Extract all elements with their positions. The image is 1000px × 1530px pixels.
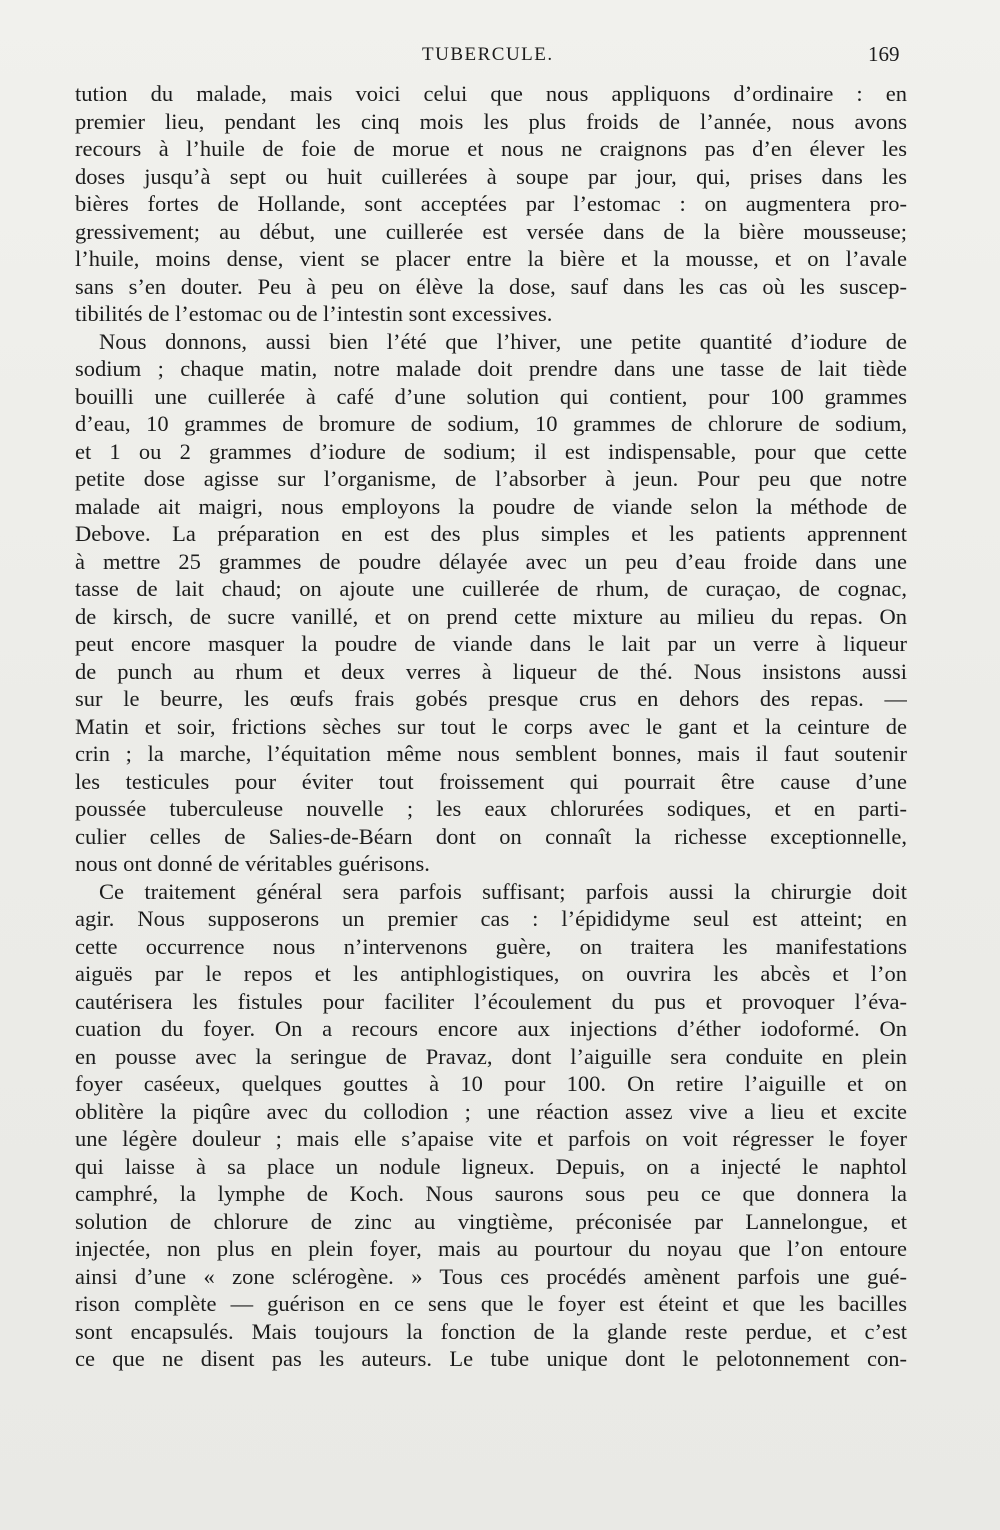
text-line: Ce traitement général sera parfois suffisant; parfois aussi la chirurgie doit: [99, 878, 907, 904]
text-line: cuation du foyer. On a recours encore aux injections d’éther iodoformé. On: [75, 1016, 907, 1041]
text-line: de punch au rhum et deux verres à liqueur de thé. Nous insistons aussi: [75, 658, 907, 684]
text-line: camphré, la lymphe de Koch. Nous saurons sous peu ce que donnera la: [75, 1181, 907, 1206]
text-line: rison complète — guérison en ce sens que le foyer est éteint et que les bacilles: [75, 1291, 907, 1316]
text-line: et 1 ou 2 grammes d’iodure de sodium; il est indispensable, pour que cette: [75, 438, 907, 464]
text-line: oblitère la piqûre avec du collodion ; une réaction assez vive a lieu et excite: [75, 1098, 907, 1124]
text-line: en pousse avec la seringue de Pravaz, dont l’aiguille sera conduite en plein: [75, 1043, 907, 1069]
text-line: agir. Nous supposerons un premier cas : l’épididyme seul est atteint; en: [75, 906, 907, 931]
text-line: bouilli une cuillerée à café d’une solution qui contient, pour 100 grammes: [75, 383, 907, 409]
text-line: de kirsch, de sucre vanillé, et on prend cette mixture au milieu du repas. On: [75, 603, 907, 629]
text-line: cautérisera les fistules pour faciliter l’écoulement du pus et provoquer l’éva-: [75, 988, 907, 1014]
text-line: solution de chlorure de zinc au vingtième, préconisée par Lannelongue, et: [75, 1208, 907, 1234]
text-line: doses jusqu’à sept ou huit cuillerées à soupe par jour, qui, prises dans les: [75, 163, 907, 189]
text-line: crin ; la marche, l’équitation même nous semblent bonnes, mais il faut soutenir: [75, 741, 907, 766]
text-line: aiguës par le repos et les antiphlogistiques, on ouvrira les abcès et l’on: [75, 961, 907, 986]
text-line: tasse de lait chaud; on ajoute une cuillerée de rhum, de curaçao, de cognac,: [75, 576, 907, 601]
page-number: 169: [868, 42, 900, 66]
body-text: [75, 80, 907, 1373]
text-line: Debove. La préparation en est des plus simples et les patients apprennent: [75, 521, 907, 546]
paragraph: [75, 878, 907, 1373]
text-line: l’huile, moins dense, vient se placer entre la bière et la mousse, et on l’avale: [75, 246, 907, 271]
text-line: poussée tuberculeuse nouvelle ; les eaux chlorurées sodiques, et en parti-: [75, 796, 907, 821]
text-line: sur le beurre, les œufs frais gobés presque crus en dehors des repas. —: [75, 686, 907, 711]
text-line: d’eau, 10 grammes de bromure de sodium, 10 grammes de chlorure de sodium,: [75, 411, 907, 436]
text-line: recours à l’huile de foie de morue et nous ne craignons pas d’en élever les: [75, 136, 907, 161]
text-line: nous ont donné de véritables guérisons.: [75, 851, 430, 876]
text-line: malade ait maigri, nous employons la poudre de viande selon la méthode de: [75, 493, 907, 519]
text-line: bières fortes de Hollande, sont acceptées par l’estomac : on augmentera pro-: [75, 191, 907, 216]
text-line: gressivement; au début, une cuillerée est versée dans de la bière mousseuse;: [75, 218, 907, 244]
text-line: injectée, non plus en plein foyer, mais au pourtour du noyau que l’on entoure: [75, 1236, 907, 1261]
text-line: Nous donnons, aussi bien l’été que l’hiver, une petite quantité d’iodure de: [99, 328, 907, 354]
text-line: foyer caséeux, quelques gouttes à 10 pour 100. On retire l’aiguille et on: [75, 1071, 907, 1096]
text-line: culier celles de Salies-de-Béarn dont on connaît la richesse exceptionnelle,: [75, 823, 907, 849]
text-line: premier lieu, pendant les cinq mois les plus froids de l’année, nous avons: [75, 108, 907, 134]
text-line: sont encapsulés. Mais toujours la fonction de la glande reste perdue, et c’est: [75, 1318, 907, 1344]
text-line: Matin et soir, frictions sèches sur tout le corps avec le gant et la ceinture de: [75, 713, 907, 739]
text-line: cette occurrence nous n’intervenons guère, on traitera les manifestations: [75, 933, 907, 959]
paragraph: [75, 80, 907, 328]
text-line: tution du malade, mais voici celui que nous appliquons d’ordinaire : en: [75, 81, 907, 106]
text-line: les testicules pour éviter tout froissement qui pourrait être cause d’une: [75, 768, 907, 794]
text-line: qui laisse à sa place un nodule ligneux. Depuis, on a injecté le naphtol: [75, 1153, 907, 1179]
running-head: [0, 40, 1000, 70]
text-line: tibilités de l’estomac ou de l’intestin sont excessives.: [75, 301, 553, 326]
text-line: petite dose agisse sur l’organisme, de l’absorber à jeun. Pour peu que notre: [75, 466, 907, 491]
text-line: une légère douleur ; mais elle s’apaise vite et parfois on voit régresser le foyer: [75, 1126, 907, 1151]
text-line: ce que ne disent pas les auteurs. Le tube unique dont le pelotonnement con-: [75, 1346, 907, 1371]
text-line: sodium ; chaque matin, notre malade doit prendre dans une tasse de lait tiède: [75, 356, 907, 381]
text-line: ainsi d’une « zone sclérogène. » Tous ces procédés amènent parfois une gué-: [75, 1263, 907, 1289]
text-line: peut encore masquer la poudre de viande dans le lait par un verre à liqueur: [75, 631, 907, 656]
paragraph: [75, 328, 907, 878]
text-line: sans s’en douter. Peu à peu on élève la dose, sauf dans les cas où les suscep-: [75, 273, 907, 299]
running-title: TUBERCULE.: [422, 44, 554, 65]
text-line: à mettre 25 grammes de poudre délayée avec un peu d’eau froide dans une: [75, 548, 907, 574]
